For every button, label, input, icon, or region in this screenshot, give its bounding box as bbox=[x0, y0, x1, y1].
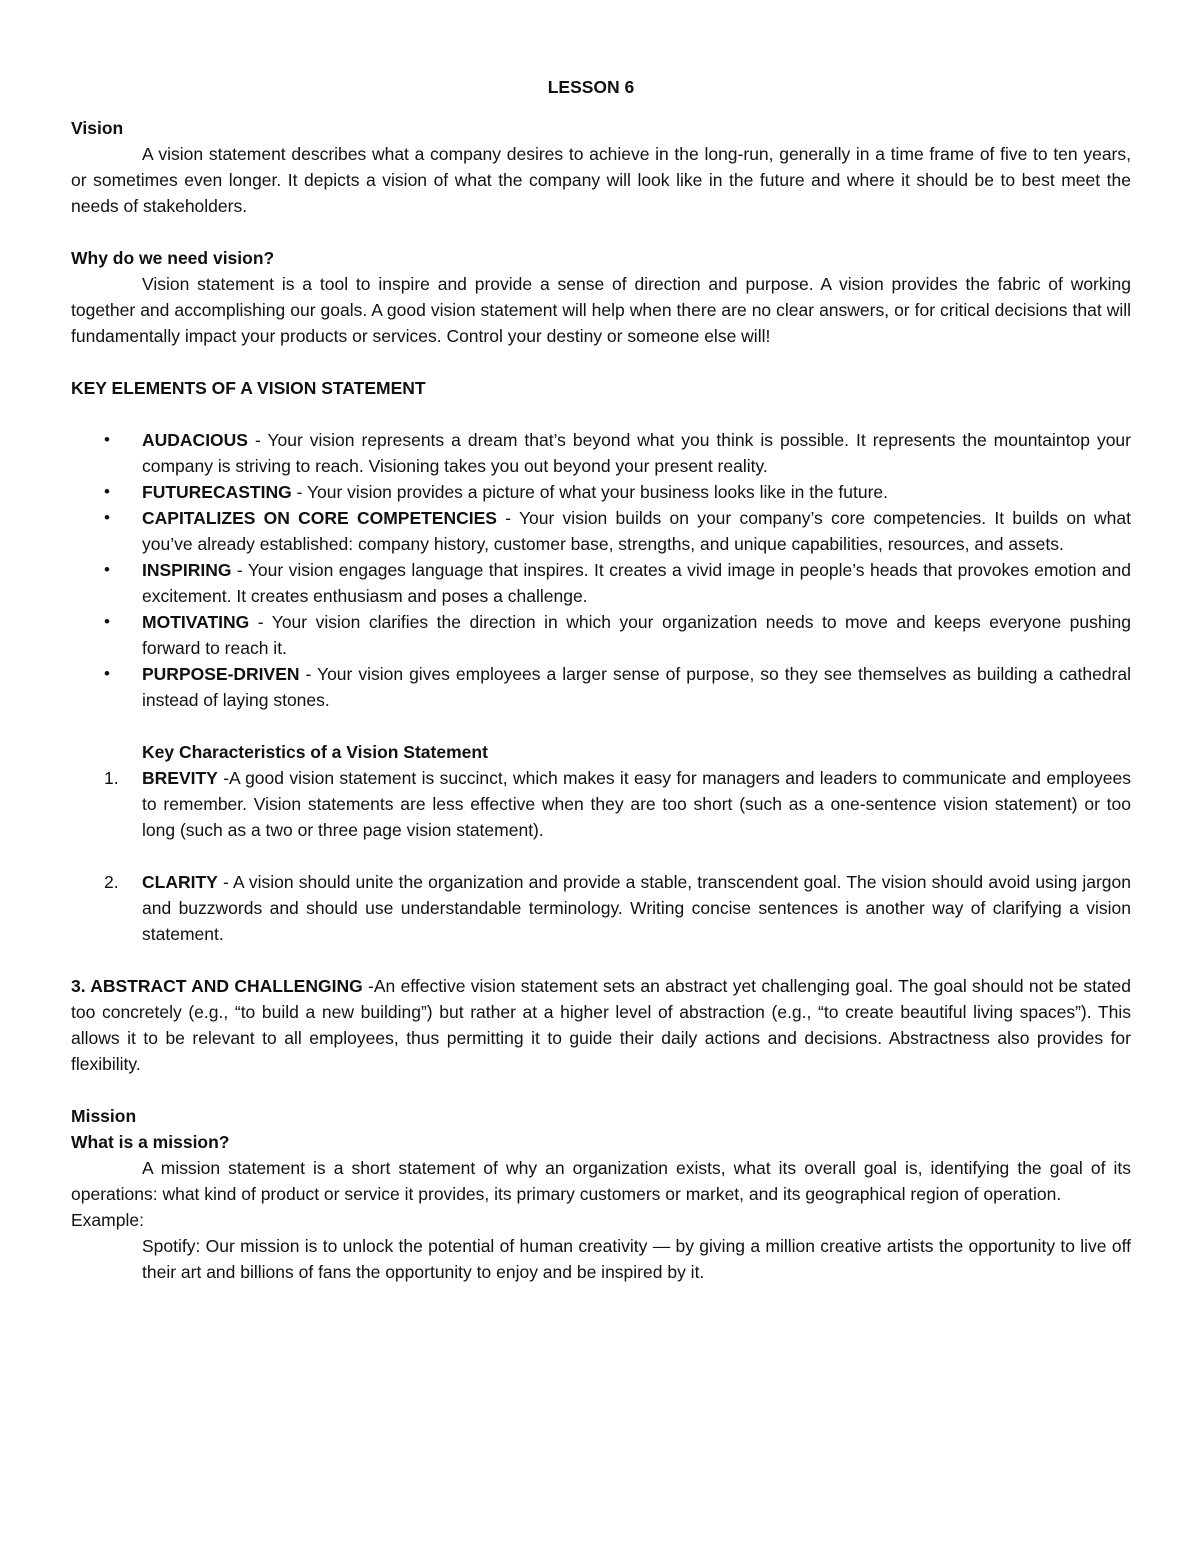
element-term: FUTURECASTING bbox=[142, 482, 292, 502]
element-text: - Your vision gives employees a larger sense of purpose, so they see themselves as building a cathedral instead of laying stones. bbox=[142, 664, 1131, 710]
element-term: INSPIRING bbox=[142, 560, 232, 580]
characteristics-list bbox=[71, 765, 1131, 947]
bullet-icon: • bbox=[104, 482, 110, 501]
vision-heading: Vision bbox=[71, 118, 124, 138]
mission-heading: Mission bbox=[71, 1106, 137, 1126]
document-page bbox=[71, 74, 1131, 1285]
element-term: AUDACIOUS bbox=[142, 430, 248, 450]
example-text: Spotify: Our mission is to unlock the potential of human creativity — by giving a million creative artists the opportunity to live off their art and billions of fans the opportunity to enjoy and be inspired by it. bbox=[142, 1236, 1131, 1282]
element-term: MOTIVATING bbox=[142, 612, 250, 632]
element-term: CAPITALIZES ON CORE COMPETENCIES bbox=[142, 508, 497, 528]
key-elements-heading: KEY ELEMENTS OF A VISION STATEMENT bbox=[71, 378, 426, 398]
bullet-icon: • bbox=[104, 560, 110, 579]
list-item bbox=[71, 505, 1131, 557]
list-item bbox=[71, 427, 1131, 479]
bullet-icon: • bbox=[104, 664, 110, 683]
list-item bbox=[71, 661, 1131, 713]
why-vision-body: Vision statement is a tool to inspire and provide a sense of direction and purpose. A vision provides the fabric of working together and accomplishing our goals. A good vision statement will help when there are no clear answers, or for critical decisions that will fundamentally impact your products or services. Control your destiny or someone else will! bbox=[71, 274, 1131, 346]
mission-body: A mission statement is a short statement of why an organization exists, what its overall goal is, identifying the goal of its operations: what kind of product or service it provides, its primary customers or market, and its geographical region of operation. bbox=[71, 1158, 1131, 1204]
characteristic-term: 3. ABSTRACT AND CHALLENGING bbox=[71, 976, 363, 996]
characteristics-heading: Key Characteristics of a Vision Statement bbox=[142, 742, 488, 762]
element-text: - Your vision provides a picture of what your business looks like in the future. bbox=[291, 482, 889, 502]
bullet-icon: • bbox=[104, 612, 110, 631]
list-item bbox=[71, 479, 1131, 505]
item-number: 2. bbox=[104, 872, 119, 892]
item-number: 1. bbox=[104, 768, 119, 788]
characteristic-term: CLARITY bbox=[142, 872, 218, 892]
vision-body: A vision statement describes what a company desires to achieve in the long-run, generally in a time frame of five to ten years, or sometimes even longer. It depicts a vision of what the company will look like in the future and where it should be to best meet the needs of stakeholders. bbox=[71, 144, 1131, 216]
characteristic-third bbox=[71, 973, 1131, 1077]
characteristic-term: BREVITY bbox=[142, 768, 218, 788]
example-label: Example: bbox=[71, 1210, 144, 1230]
list-item bbox=[71, 609, 1131, 661]
page-title: LESSON 6 bbox=[547, 77, 635, 97]
characteristic-text: -A good vision statement is succinct, which makes it easy for managers and leaders to communicate and employees to remember. Vision statements are less effective when they are too short (such as a one-sentence vision statement) or too long (such as a two or three page vision statement). bbox=[142, 768, 1131, 840]
element-text: - Your vision engages language that inspires. It creates a vivid image in people’s heads that provokes emotion and excitement. It creates enthusiasm and poses a challenge. bbox=[142, 560, 1131, 606]
bullet-icon: • bbox=[104, 430, 110, 449]
element-text: - Your vision clarifies the direction in which your organization needs to move and keeps everyone pushing forward to reach it. bbox=[142, 612, 1131, 658]
list-item bbox=[71, 869, 1131, 947]
bullet-icon: • bbox=[104, 508, 110, 527]
characteristic-text: -An effective vision statement sets an abstract yet challenging goal. The goal should not be stated too concretely (e.g., “to build a new building”) but rather at a higher level of abstraction (e.g., “to create beautiful living spaces”). This allows it to be relevant to all employees, thus permitting it to guide their daily actions and decisions. Abstractness also provides for flexibility. bbox=[71, 976, 1131, 1074]
why-vision-heading: Why do we need vision? bbox=[71, 248, 275, 268]
mission-subheading: What is a mission? bbox=[71, 1132, 230, 1152]
element-text: - Your vision represents a dream that’s beyond what you think is possible. It represents the mountaintop your company is striving to reach. Visioning takes you out beyond your present reality. bbox=[142, 430, 1131, 476]
list-item bbox=[71, 765, 1131, 843]
key-elements-list bbox=[71, 427, 1131, 713]
element-term: PURPOSE-DRIVEN bbox=[142, 664, 300, 684]
list-item bbox=[71, 557, 1131, 609]
characteristic-text: - A vision should unite the organization and provide a stable, transcendent goal. The vision should avoid using jargon and buzzwords and should use understandable terminology. Writing concise sentences is another way of clarifying a vision statement. bbox=[142, 872, 1131, 944]
element-text: - Your vision builds on your company’s core competencies. It builds on what you’ve already established: company history, customer base, strengths, and unique capabilities, resources, and assets. bbox=[142, 508, 1131, 554]
